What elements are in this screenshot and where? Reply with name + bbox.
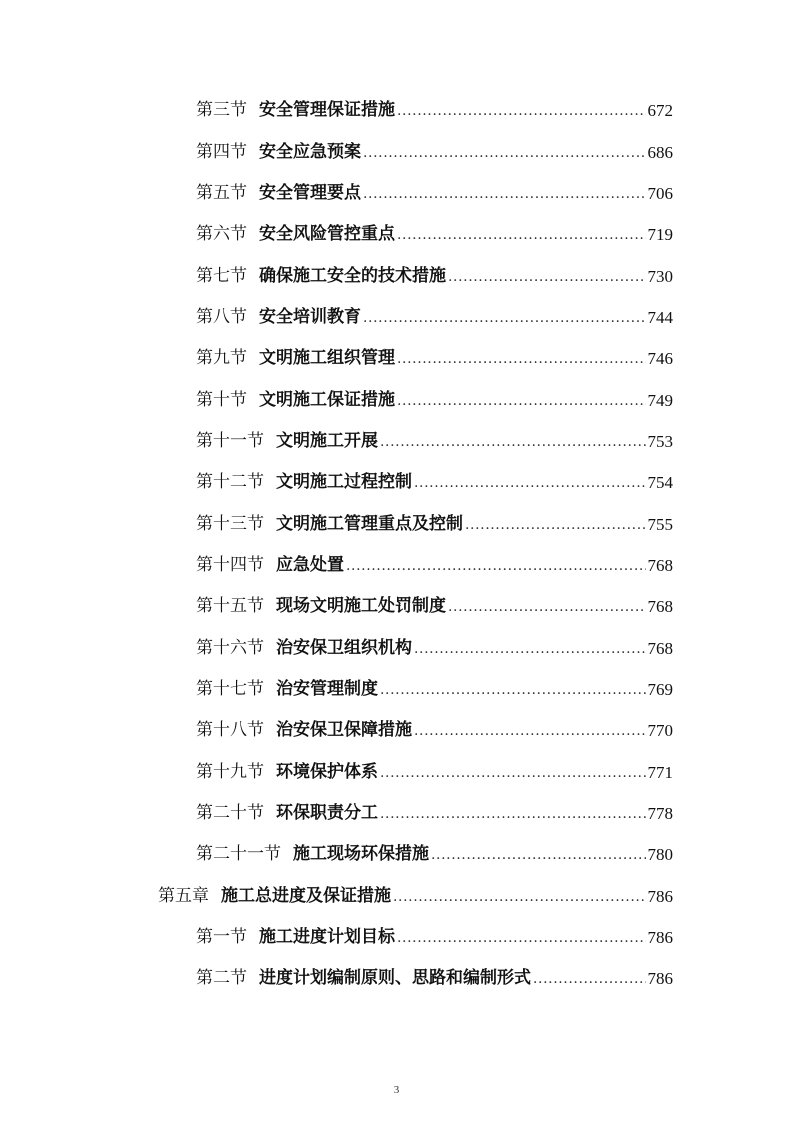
toc-dot-leader <box>393 888 646 905</box>
toc-entry-label: 第二节 <box>196 968 247 989</box>
toc-entry-label: 第六节 <box>196 224 247 245</box>
toc-entry-label: 第七节 <box>196 265 247 286</box>
toc-entry-title: 进度计划编制原则、思路和编制形式 <box>259 968 531 989</box>
toc-dot-leader <box>397 102 646 119</box>
toc-entry[interactable] <box>0 586 793 627</box>
toc-entry-title: 施工进度计划目标 <box>259 927 395 948</box>
toc-entry-label: 第十三节 <box>196 513 264 534</box>
toc-entry-label: 第十二节 <box>196 472 264 493</box>
toc-entry-page: 778 <box>647 804 673 824</box>
toc-entry-title: 文明施工管理重点及控制 <box>276 513 463 534</box>
toc-entry-page: 746 <box>647 349 673 369</box>
toc-entry-label: 第二十节 <box>196 803 264 824</box>
toc-dot-leader <box>397 392 646 409</box>
toc-entry[interactable] <box>0 421 793 462</box>
toc-entry-label: 第十五节 <box>196 596 264 617</box>
toc-entry[interactable] <box>0 297 793 338</box>
toc-entry[interactable] <box>0 545 793 586</box>
toc-entry-label: 第四节 <box>196 141 247 162</box>
toc-entry-title: 应急处置 <box>276 554 344 575</box>
toc-dot-leader <box>363 309 646 326</box>
toc-entry-label: 第十一节 <box>196 430 264 451</box>
toc-entry-title: 安全培训教育 <box>259 306 361 327</box>
toc-entry[interactable] <box>0 131 793 172</box>
toc-entry[interactable] <box>0 173 793 214</box>
toc-entry-title: 安全风险管控重点 <box>259 224 395 245</box>
toc-dot-leader <box>414 474 646 491</box>
toc-dot-leader <box>465 516 646 533</box>
toc-entry[interactable] <box>0 338 793 379</box>
toc-entry-page: 780 <box>647 845 673 865</box>
toc-entry-page: 686 <box>647 142 673 162</box>
toc-dot-leader <box>397 226 646 243</box>
toc-entry[interactable] <box>0 462 793 503</box>
toc-entry[interactable] <box>0 214 793 255</box>
toc-entry-page: 730 <box>647 266 673 286</box>
toc-dot-leader <box>533 970 646 987</box>
toc-entry-label: 第十六节 <box>196 637 264 658</box>
toc-entry-title: 文明施工开展 <box>276 430 378 451</box>
toc-entry-page: 755 <box>647 514 673 534</box>
toc-entry-label: 第十七节 <box>196 678 264 699</box>
toc-entry[interactable] <box>0 627 793 668</box>
toc-entry-label: 第十四节 <box>196 554 264 575</box>
toc-dot-leader <box>380 805 646 822</box>
toc-entry-page: 768 <box>647 597 673 617</box>
toc-entry-label: 第三节 <box>196 100 247 121</box>
toc-entry[interactable] <box>0 834 793 875</box>
toc-dot-leader <box>414 640 646 657</box>
toc-entry-page: 719 <box>647 225 673 245</box>
toc-entry-label: 第一节 <box>196 927 247 948</box>
toc-entry-title: 治安保卫组织机构 <box>276 637 412 658</box>
toc-entry[interactable] <box>0 917 793 958</box>
toc-entry-label: 第五节 <box>196 182 247 203</box>
toc-entry-page: 771 <box>647 762 673 782</box>
toc-entry[interactable] <box>0 710 793 751</box>
toc-entry-label: 第八节 <box>196 306 247 327</box>
toc-entry-title: 环境保护体系 <box>276 761 378 782</box>
toc-dot-leader <box>380 433 646 450</box>
toc-entry-label: 第十九节 <box>196 761 264 782</box>
toc-entry-page: 706 <box>647 183 673 203</box>
toc-dot-leader <box>363 185 646 202</box>
toc-entry[interactable] <box>0 90 793 131</box>
toc-dot-leader <box>397 350 646 367</box>
toc-entry-title: 文明施工保证措施 <box>259 389 395 410</box>
toc-dot-leader <box>431 846 646 863</box>
toc-entry-page: 786 <box>647 928 673 948</box>
toc-entry-title: 施工总进度及保证措施 <box>221 885 391 906</box>
toc-dot-leader <box>363 144 646 161</box>
toc-chapter-entry[interactable] <box>0 876 793 917</box>
toc-entry-title: 治安管理制度 <box>276 678 378 699</box>
toc-entry-page: 753 <box>647 431 673 451</box>
toc-dot-leader <box>397 929 646 946</box>
toc-entry-page: 754 <box>647 473 673 493</box>
toc-entry-label: 第十节 <box>196 389 247 410</box>
toc-entry-title: 安全管理保证措施 <box>259 100 395 121</box>
toc-dot-leader <box>414 722 646 739</box>
toc-entry[interactable] <box>0 958 793 999</box>
toc-entry-title: 治安保卫保障措施 <box>276 720 412 741</box>
toc-entry[interactable] <box>0 793 793 834</box>
toc-entry-page: 768 <box>647 555 673 575</box>
toc-entry-page: 786 <box>647 969 673 989</box>
toc-entry-page: 770 <box>647 721 673 741</box>
toc-entry-page: 749 <box>647 390 673 410</box>
toc-entry[interactable] <box>0 255 793 296</box>
toc-entry-label: 第十八节 <box>196 720 264 741</box>
toc-entry-page: 769 <box>647 679 673 699</box>
toc-entry-title: 安全管理要点 <box>259 182 361 203</box>
toc-dot-leader <box>380 764 646 781</box>
toc-entry-label: 第九节 <box>196 348 247 369</box>
toc-entry-page: 744 <box>647 307 673 327</box>
toc-entry-title: 安全应急预案 <box>259 141 361 162</box>
toc-dot-leader <box>346 557 646 574</box>
toc-entry-title: 确保施工安全的技术措施 <box>259 265 446 286</box>
toc-entry[interactable] <box>0 503 793 544</box>
toc-entry-title: 现场文明施工处罚制度 <box>276 596 446 617</box>
toc-entry-page: 786 <box>647 886 673 906</box>
toc-entry-title: 文明施工过程控制 <box>276 472 412 493</box>
toc-entry[interactable] <box>0 752 793 793</box>
toc-entry[interactable] <box>0 379 793 420</box>
toc-entry-title: 环保职责分工 <box>276 803 378 824</box>
toc-entry[interactable] <box>0 669 793 710</box>
page-number: 3 <box>393 1084 400 1096</box>
toc-dot-leader <box>448 268 646 285</box>
toc-dot-leader <box>448 598 646 615</box>
table-of-contents <box>0 90 793 1000</box>
toc-entry-page: 768 <box>647 638 673 658</box>
toc-entry-title: 施工现场环保措施 <box>293 844 429 865</box>
toc-entry-label: 第五章 <box>158 885 209 906</box>
toc-entry-label: 第二十一节 <box>196 844 281 865</box>
toc-entry-page: 672 <box>647 101 673 121</box>
toc-entry-title: 文明施工组织管理 <box>259 348 395 369</box>
toc-dot-leader <box>380 681 646 698</box>
